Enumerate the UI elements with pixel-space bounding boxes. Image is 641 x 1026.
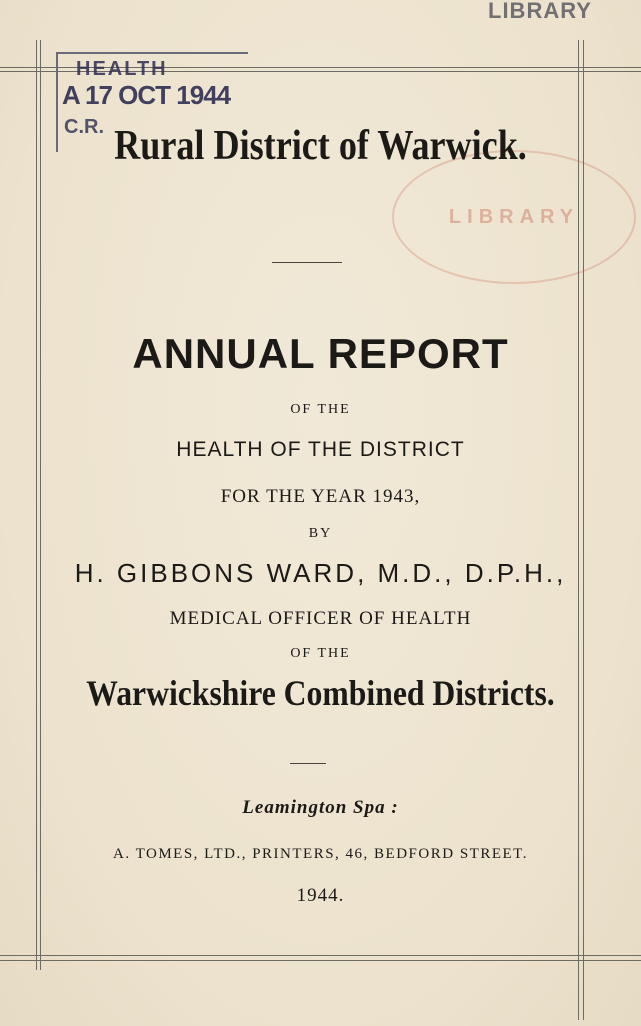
library-mark: LIBRARY — [488, 0, 592, 23]
divider-rule — [272, 262, 342, 263]
year-line: FOR THE YEAR 1943, — [220, 486, 421, 507]
report-title: ANNUAL REPORT — [132, 330, 509, 377]
of-the-label: OF THE — [290, 402, 351, 417]
printer-line: A. TOMES, LTD., PRINTERS, 46, BEDFORD STREET. — [113, 846, 528, 862]
districts-name: Warwickshire Combined Districts. — [86, 673, 555, 713]
frame-bottom-rule-inner — [0, 960, 641, 961]
author-name: H. GIBBONS WARD, M.D., D.P.H., — [74, 558, 567, 588]
library-stamp: LIBRARY — [392, 150, 636, 284]
publication-year: 1944. — [296, 885, 345, 906]
divider-rule-2 — [290, 763, 326, 764]
page-title: Rural District of Warwick. — [114, 123, 527, 169]
of-the-label-2: OF THE — [290, 646, 351, 661]
health-line: HEALTH OF THE DISTRICT — [176, 438, 465, 461]
frame-bottom-rule — [0, 955, 641, 956]
stamp-initials: C.R. — [64, 116, 104, 138]
stamp-heading: HEALTH — [76, 58, 168, 80]
by-label: BY — [308, 526, 333, 541]
officer-title: MEDICAL OFFICER OF HEALTH — [169, 608, 472, 629]
stamp-date: A 17 OCT 1944 — [62, 80, 231, 110]
publication-place: Leamington Spa : — [242, 797, 399, 818]
